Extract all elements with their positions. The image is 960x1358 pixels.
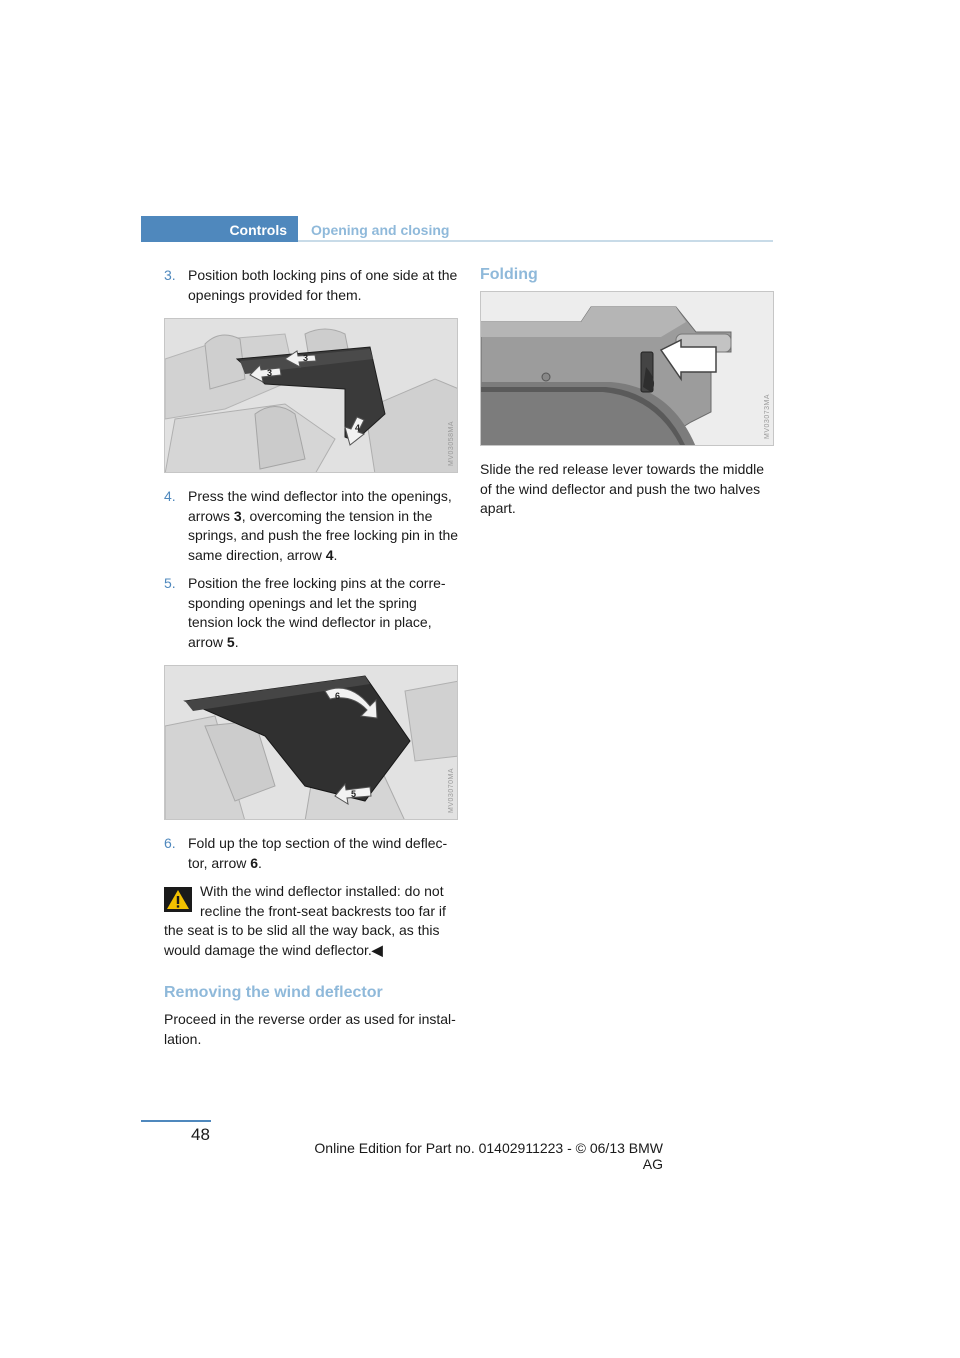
step-text: Position both locking pins of one side at the openings provided for them. bbox=[188, 267, 458, 303]
figure-code: MV03058MA bbox=[448, 421, 455, 466]
warning-note bbox=[164, 882, 460, 960]
warning-text-indented: With the wind deflector installed: do not recline the front-seat backrests too far if bbox=[200, 883, 446, 919]
step-text: . bbox=[258, 854, 262, 871]
figure-code: MV03073MA bbox=[764, 394, 771, 439]
svg-text:3: 3 bbox=[267, 368, 273, 378]
left-column bbox=[164, 266, 460, 1049]
svg-text:5: 5 bbox=[351, 789, 357, 799]
svg-text:3: 3 bbox=[303, 353, 309, 363]
svg-text:6: 6 bbox=[335, 691, 341, 701]
step-text: Fold up the top section of the wind deflec-tor, arrow bbox=[188, 835, 448, 871]
arrow-ref: 3 bbox=[233, 507, 242, 524]
arrow-ref: 4 bbox=[325, 546, 334, 563]
folding-text: Slide the red release lever towards the middle of the wind deflector and push the two halves apart. bbox=[480, 461, 765, 516]
edition-note: Online Edition for Part no. 01402911223 - © 06/13 BMW AG bbox=[314, 1140, 663, 1172]
page-header bbox=[141, 216, 773, 242]
page-number: 48 bbox=[191, 1125, 210, 1144]
illustration-seats-arrows bbox=[165, 319, 458, 473]
end-mark-icon: ◀ bbox=[371, 941, 383, 958]
figure-code: MV03070MA bbox=[448, 768, 455, 813]
step-number: 5. bbox=[164, 575, 176, 591]
step-number: 4. bbox=[164, 488, 176, 504]
figure-insert-deflector bbox=[164, 318, 458, 473]
section-heading-folding: Folding bbox=[480, 266, 538, 283]
removing-text: Proceed in the reverse order as used for instal-lation. bbox=[164, 1011, 456, 1047]
figure-lock-deflector bbox=[164, 665, 458, 820]
step-text: Position the free locking pins at the corre-sponding openings and let the spring tension lock the wind deflector in place, arrow bbox=[188, 575, 446, 650]
step-6 bbox=[164, 834, 460, 873]
warning-text: the seat is to be slid all the way back, as this would damage the wind deflector. bbox=[164, 922, 440, 958]
step-5 bbox=[164, 574, 460, 652]
step-number: 6. bbox=[164, 835, 176, 851]
step-text: Press the wind deflector into the openings, arrows bbox=[188, 488, 452, 524]
arrow-ref: 5 bbox=[226, 633, 235, 650]
step-number: 3. bbox=[164, 267, 176, 283]
section-title[interactable]: Opening and closing bbox=[311, 222, 450, 238]
section-heading-removing: Removing the wind deflector bbox=[164, 984, 383, 1001]
footer-rule bbox=[141, 1120, 211, 1122]
right-column bbox=[480, 266, 776, 519]
arrow-ref: 6 bbox=[250, 854, 259, 871]
chapter-tab[interactable]: Controls bbox=[141, 216, 298, 242]
figure-release-lever bbox=[480, 291, 774, 446]
illustration-deflector-fold bbox=[165, 666, 458, 820]
step-4 bbox=[164, 487, 460, 565]
warning-triangle-icon bbox=[164, 887, 192, 912]
step-3 bbox=[164, 266, 460, 305]
illustration-release-lever bbox=[481, 292, 774, 446]
step-text: , overcoming the tension in the springs, and push the free locking pin in the same direction, arrow bbox=[188, 507, 459, 563]
svg-text:4: 4 bbox=[355, 423, 361, 433]
step-text: . bbox=[333, 546, 338, 563]
step-text: . bbox=[234, 633, 239, 650]
